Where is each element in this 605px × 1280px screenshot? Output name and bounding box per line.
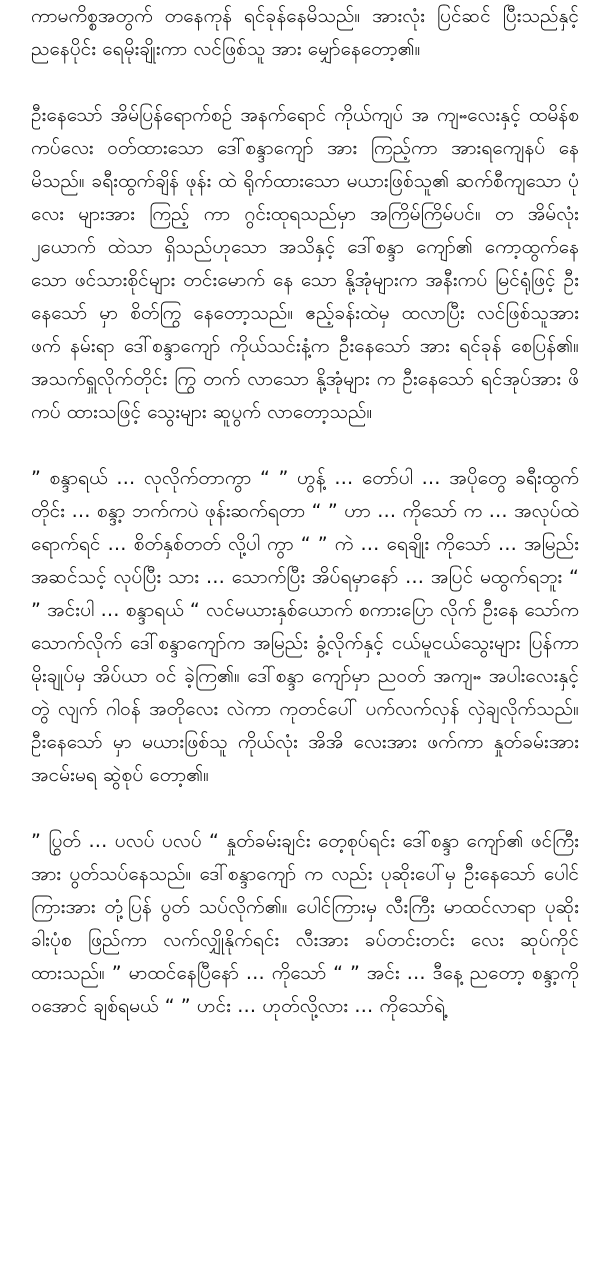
story-text (31, 0, 579, 1056)
paragraph-1: ကာမကိစ္စအတွက် တနေကုန် ရင်ခုန်နေမိသည်။ အားလုံး ပြင်ဆင် ပြီးသည်နှင့် ညနေပိုင်း ရေမိုးချိုးကာ လင်ဖြစ်သူ အား မျှော်နေတော့၏။ (31, 5, 579, 60)
paragraph-2: ဦးနေသော် အိမ်ပြန်ရောက်စဉ် အနက်ရောင် ကိုယ်ကျပ် အ ကျႌလေးနှင့် ထမိန်စကပ်လေး ဝတ်ထားသော ဒေါ်စန္ဒာကျော် အား ကြည့်ကာ အားရကျေနပ် နေမိသည်။ ခရီးထွက်ချိန် ဖုန်း ထဲ ရိုက်ထားသော မယားဖြစ်သူ၏ ဆက်စီကျသော ပုံလေး များအား ကြည့် ကာ ဂွင်းထုရသည်မှာ အကြိမ်ကြိမ်ပင်။ တ အိမ်လုံး ၂ယောက် ထဲသာ ရှိသည်ဟုသော အသိနှင့် ဒေါ်စန္ဒာ ကျော်၏ ကော့ထွက်နေ သော ဖင်သားစိုင်များ တင်းမောက် နေ သော နို့အုံများက အနီးကပ် မြင်ရုံဖြင့် ဦးနေသော် မှာ စိတ်ကြွ နေတော့သည်။ ဧည့်ခန်းထဲမှ ထလာပြီး လင်ဖြစ်သူအား ဖက် နမ်းရာ ဒေါ်စန္ဒာကျော် ကိုယ်သင်းနံ့က ဦးနေသော် အား ရင်ခုန် စေပြန်၏။ အသက်ရှူလိုက်တိုင်း ကြွ တက် လာသော နို့အုံများ က ဦးနေသော် ရင်အုပ်အား ဖိကပ် ထားသဖြင့် သွေးများ ဆူပွက် လာတော့သည်။ (31, 104, 579, 423)
paragraph-3: ” စန္ဒာရယ် … လုလိုက်တာကွာ “ ” ဟွန့် … တော်ပါ … အပိုတွေ ခရီးထွက်တိုင်း … စန္ဒာ့ ဘက်ကပဲ ဖုန်းဆက်ရတာ “ ” ဟာ … ကိုသော် က … အလုပ်ထဲရောက်ရင် … စိတ်နှစ်တတ် လို့ပါ ကွာ “ ” ကဲ … ရေချိုး ကိုသော် … အမြည်း အဆင်သင့် လုပ်ပြီး သား … သောက်ပြီး အိပ်ရမှာနော် … အပြင် မထွက်ရဘူး “ ” အင်းပါ … စန္ဒာရယ် “ လင်မယားနှစ်ယောက် စကားပြော လိုက် ဦးနေ သော်က သောက်လိုက် ဒေါ်စန္ဒာကျော်က အမြည်း ခွံ့လိုက်နှင့် ငယ်မူငယ်သွေးများ ပြန်ကာ မိုးချုပ်မှ အိပ်ယာ ဝင် ခဲ့ကြ၏။ ဒေါ်စန္ဒာ ကျော်မှာ ညဝတ် အကျႌ အပါးလေးနှင့် တွဲ လျက် ဂါဝန် အတိုလေး လဲကာ ကုတင်ပေါ် ပက်လက်လှန် လှဲချလိုက်သည်။ ဦးနေသော် မှာ မယားဖြစ်သူ ကိုယ်လုံး အိအိ လေးအား ဖက်ကာ နှုတ်ခမ်းအား အငမ်းမရ ဆွဲစုပ် တော့၏။ (31, 467, 579, 786)
paragraph-4: ” ပြွတ် … ပလပ် ပလပ် “ နှုတ်ခမ်းချင်း တေ့စုပ်ရင်း ဒေါ်စန္ဒာ ကျော်၏ ဖင်ကြီးအား ပွတ်သပ်နေသည်။ ဒေါ်စန္ဒာကျော် က လည်း ပုဆိုးပေါ်မှ ဦးနေသော် ပေါင်ကြားအား တုံ့ပြန် ပွတ် သပ်လိုက်၏။ ပေါင်ကြားမှ လီးကြီး မာထင်လာရာ ပုဆိုး ခါးပုံစ ဖြည်ကာ လက်လျှိုနိုက်ရင်း လီးအား ခပ်တင်းတင်း လေး ဆုပ်ကိုင် ထားသည်။ ” မာထင်နေပြီနော် … ကိုသော် “ ” အင်း … ဒီနေ့ ညတော့ စန္ဒာ့ကို ဝအောင် ချစ်ရမယ် “ ” ဟင်း … ဟုတ်လို့လား … ကိုသော်ရဲ့ (31, 830, 579, 1017)
